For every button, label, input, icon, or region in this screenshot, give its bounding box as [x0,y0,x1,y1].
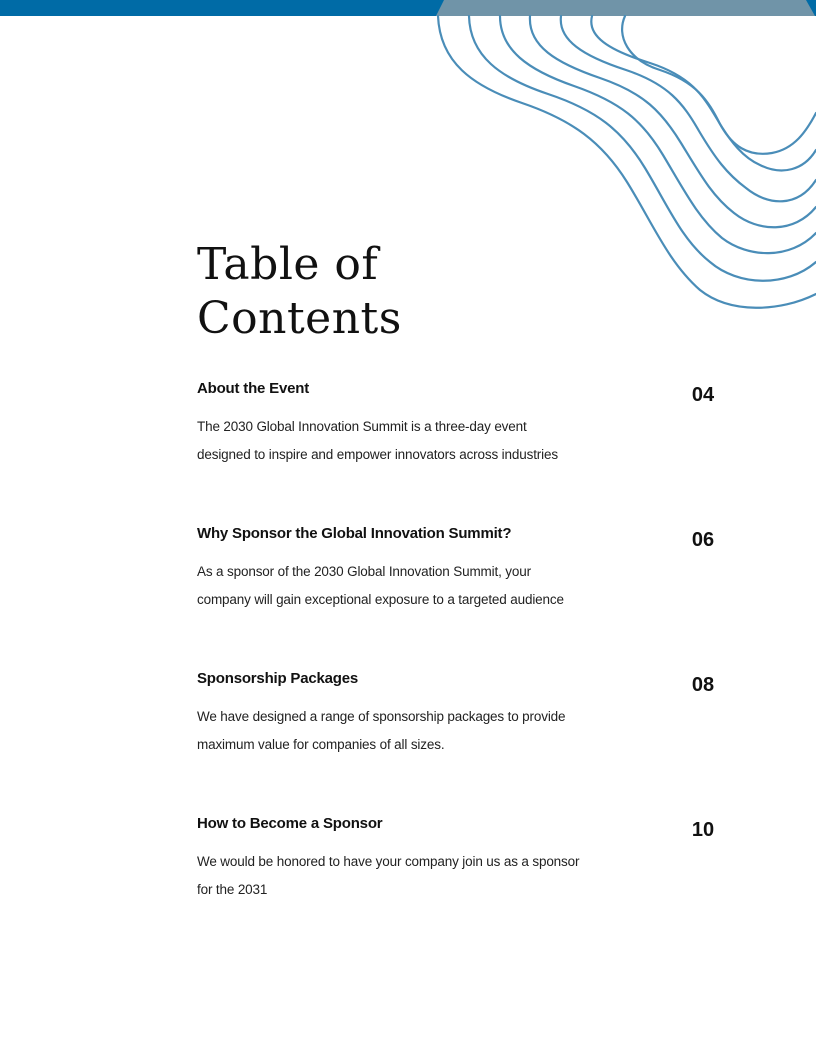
toc-entry-description-line: As a sponsor of the 2030 Global Innovation Summit, your [197,564,531,579]
toc-entry-description-line: The 2030 Global Innovation Summit is a three-day event [197,419,527,434]
toc-entry-description-line: We have designed a range of sponsorship packages to provide [197,709,566,724]
wave-line-5 [561,16,816,201]
wave-line-6 [591,16,816,170]
header-bar-graphic [0,0,816,16]
toc-entry-description-line: maximum value for companies of all sizes. [197,736,445,752]
toc-entry-description-line: designed to inspire and empower innovators across industries [197,446,558,462]
page-title-line-2: Contents [197,293,402,344]
toc-entry-description-line: company will gain exceptional exposure to a targeted audience [197,591,564,607]
toc-entry-heading: How to Become a Sponsor [197,815,383,832]
toc-entry-page-number: 10 [691,819,715,841]
toc-entry-description [197,413,597,468]
toc-entry-heading: Sponsorship Packages [197,670,359,687]
wave-line-3 [500,16,816,253]
page-title [197,238,402,346]
toc-entry-description [197,558,597,613]
toc-entry-page-number: 08 [691,674,715,696]
decorative-wave-lines [0,0,816,330]
toc-entry-heading: About the Event [197,380,309,397]
toc-entry-description-line: for the 2031 [197,881,268,897]
toc-entry-page-number: 06 [691,529,715,551]
toc-entry-heading: Why Sponsor the Global Innovation Summit? [197,525,512,542]
toc-entry-description-line: We would be honored to have your company join us as a sponsor [197,854,580,869]
wave-line-2 [469,16,816,281]
wave-line-7 [622,16,816,154]
toc-entry-description [197,703,597,758]
page-title-line-1: Table of [197,239,379,290]
wave-line-4 [530,16,816,227]
toc-entry-description [197,848,597,903]
wave-line-1 [438,16,816,308]
top-header-bar [0,0,816,16]
toc-entry-page-number: 04 [691,384,715,406]
